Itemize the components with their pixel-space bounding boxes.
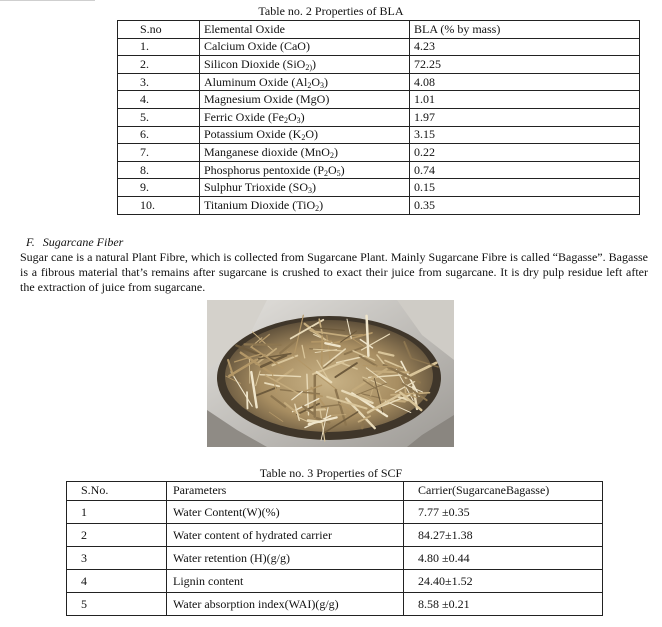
oxide-name-cell xyxy=(200,144,410,162)
subscript: 5 xyxy=(336,168,341,178)
top-rule xyxy=(0,0,95,1)
oxide-name-cell xyxy=(200,179,410,197)
oxide-name-part: ) xyxy=(333,144,338,159)
serial-number-cell: 1 xyxy=(67,501,167,524)
serial-number-cell: 4. xyxy=(118,91,200,109)
oxide-name: Calcium Oxide (CaO) xyxy=(204,39,310,54)
section-number: F. xyxy=(26,235,35,249)
value-cell: 24.40±1.52 xyxy=(404,570,603,593)
oxide-name: Magnesium Oxide (MgO) xyxy=(204,92,330,107)
value-cell: 7.77 ±0.35 xyxy=(404,501,603,524)
oxide-name-cell xyxy=(200,108,410,126)
table-row xyxy=(118,91,640,109)
subscript: 2 xyxy=(329,150,334,160)
subscript: 3 xyxy=(296,115,301,125)
parameter-cell: Water content of hydrated carrier xyxy=(167,524,404,547)
table-row xyxy=(118,161,640,179)
parameter-cell: Lignin content xyxy=(167,570,404,593)
fibre-strand xyxy=(245,344,281,345)
table-row xyxy=(118,108,640,126)
table-header-row xyxy=(67,482,603,501)
parameter-cell: Water Content(W)(%) xyxy=(167,501,404,524)
oxide-name-cell xyxy=(200,126,410,144)
subscript: 2 xyxy=(324,168,328,178)
oxide-name: Silicon Dioxide (SiO xyxy=(204,56,306,71)
header-cell: Elemental Oxide xyxy=(200,21,410,39)
table-row xyxy=(118,144,640,162)
subscript: 2 xyxy=(301,133,306,143)
serial-number-cell: 1. xyxy=(118,38,200,56)
mass-percent-cell: 72.25 xyxy=(410,56,640,74)
oxide-name-part: ) xyxy=(324,74,328,89)
header-cell: Carrier(SugarcaneBagasse) xyxy=(404,482,603,501)
mass-percent-cell: 1.97 xyxy=(410,108,640,126)
table-header-row xyxy=(118,21,640,39)
scf-properties-table xyxy=(66,481,603,616)
table3-caption: Table no. 3 Properties of SCF xyxy=(259,466,403,480)
oxide-name: Aluminum Oxide (Al xyxy=(204,74,308,89)
mass-percent-cell: 0.22 xyxy=(410,144,640,162)
fibre-strand xyxy=(247,392,248,408)
serial-number-cell: 6. xyxy=(118,126,200,144)
serial-number-cell: 5. xyxy=(118,108,200,126)
mass-percent-cell: 4.08 xyxy=(410,73,640,91)
oxide-name-cell xyxy=(200,73,410,91)
subscript: 2 xyxy=(283,115,288,125)
mass-percent-cell: 0.74 xyxy=(410,161,640,179)
table-row xyxy=(67,593,603,616)
subscript: 3 xyxy=(320,80,324,90)
oxide-name: Sulphur Trioxide (SO xyxy=(204,180,309,195)
serial-number-cell: 3. xyxy=(118,73,200,91)
oxide-name-cell xyxy=(200,91,410,109)
oxide-name: Ferric Oxide (Fe xyxy=(204,109,284,124)
fibre-strand xyxy=(322,336,323,367)
table-row xyxy=(118,56,640,74)
table-row xyxy=(118,196,640,214)
oxide-name-part: ) xyxy=(312,56,317,71)
value-cell: 4.80 ±0.44 xyxy=(404,547,603,570)
header-cell: S.no xyxy=(118,21,200,39)
serial-number-cell: 2. xyxy=(118,56,200,74)
oxide-name: Titanium Dioxide (TiO xyxy=(204,197,316,212)
serial-number-cell: 5 xyxy=(67,593,167,616)
section-heading xyxy=(26,235,123,250)
header-cell: BLA (% by mass) xyxy=(410,21,640,39)
parameter-cell: Water absorption index(WAI)(g/g) xyxy=(167,593,404,616)
serial-number-cell: 3 xyxy=(67,547,167,570)
serial-number-cell: 8. xyxy=(118,161,200,179)
table-row xyxy=(118,38,640,56)
value-cell: 84.27±1.38 xyxy=(404,524,603,547)
subscript: 2 xyxy=(307,80,312,90)
bla-properties-table xyxy=(117,20,640,215)
table-row xyxy=(118,179,640,197)
sugarcane-bagasse-photo xyxy=(207,300,454,447)
subscript: 2 xyxy=(315,203,320,213)
subscript: 2) xyxy=(305,62,313,72)
mass-percent-cell: 3.15 xyxy=(410,126,640,144)
oxide-name-part: O xyxy=(328,162,337,177)
oxide-name: Potassium Oxide (K xyxy=(204,127,302,142)
table-row xyxy=(118,126,640,144)
mass-percent-cell: 0.15 xyxy=(410,179,640,197)
oxide-name-part: O xyxy=(287,109,297,124)
header-cell: S.No. xyxy=(67,482,167,501)
subscript: 3 xyxy=(308,186,313,196)
table-row xyxy=(67,524,603,547)
oxide-name-part: ) xyxy=(319,197,324,212)
oxide-name-part: ) xyxy=(340,162,345,177)
oxide-name-cell xyxy=(200,56,410,74)
oxide-name-part: O xyxy=(311,74,320,89)
oxide-name-cell xyxy=(200,38,410,56)
oxide-name-part: ) xyxy=(312,180,317,195)
serial-number-cell: 7. xyxy=(118,144,200,162)
table-row xyxy=(67,570,603,593)
section-title: Sugarcane Fiber xyxy=(42,235,124,249)
oxide-name: Phosphorus pentoxide (P xyxy=(204,162,324,177)
table-row xyxy=(67,501,603,524)
section-paragraph: Sugar cane is a natural Plant Fibre, which is collected from Sugarcane Plant. Mainly Sugarcane Fibre is called “Bagasse”. Bagasse is a fibrous material that’s remains after sugarcane is crushed to exact their juice from sugarcane. It is dry pulp residue left after the extraction of juice from sugarcane. xyxy=(20,250,648,294)
serial-number-cell: 2 xyxy=(67,524,167,547)
oxide-name-cell xyxy=(200,196,410,214)
value-cell: 8.58 ±0.21 xyxy=(404,593,603,616)
mass-percent-cell: 1.01 xyxy=(410,91,640,109)
mass-percent-cell: 4.23 xyxy=(410,38,640,56)
serial-number-cell: 4 xyxy=(67,570,167,593)
header-cell: Parameters xyxy=(167,482,404,501)
oxide-name-part: O) xyxy=(305,127,319,142)
oxide-name: Manganese dioxide (MnO xyxy=(204,144,330,159)
table-row xyxy=(67,547,603,570)
table2-caption: Table no. 2 Properties of BLA xyxy=(258,4,404,18)
oxide-name-cell xyxy=(200,161,410,179)
table-row xyxy=(118,73,640,91)
oxide-name-part: ) xyxy=(300,109,305,124)
parameter-cell: Water retention (H)(g/g) xyxy=(167,547,404,570)
serial-number-cell: 10. xyxy=(118,196,200,214)
serial-number-cell: 9. xyxy=(118,179,200,197)
mass-percent-cell: 0.35 xyxy=(410,196,640,214)
